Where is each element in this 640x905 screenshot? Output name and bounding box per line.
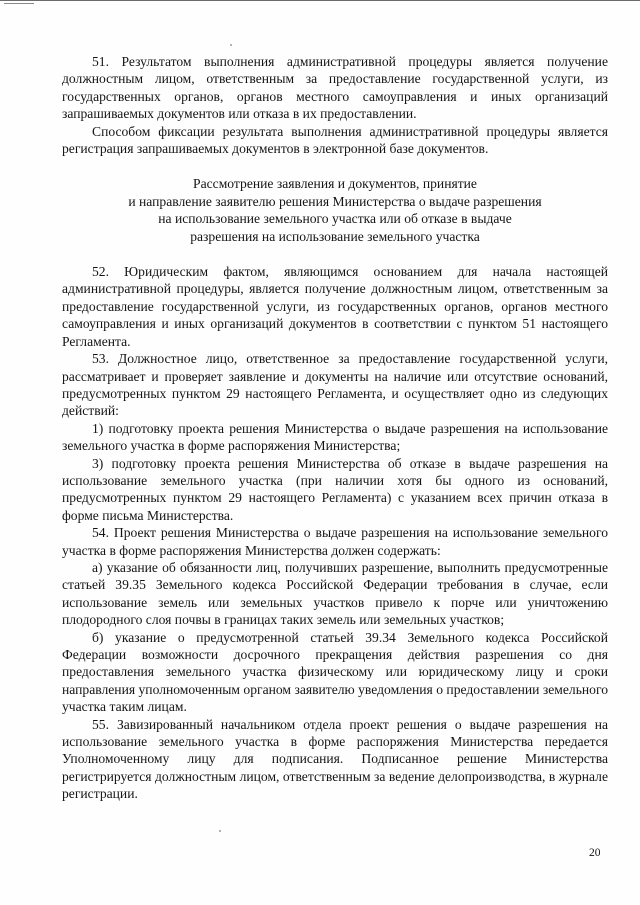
section-heading-line: Рассмотрение заявления и документов, принятие	[193, 176, 477, 192]
paragraph-51: 51. Результатом выполнения административной процедуры является получение должностным лицом, ответственным за предоставление государственной услуги, из государственных органов, органов местного самоуправления и иных организаций запрашиваемых документов или отказа в их предоставлении.	[62, 54, 608, 122]
section-heading	[62, 175, 608, 245]
document-body	[62, 53, 608, 803]
paragraph-54: 54. Проект решения Министерства о выдаче разрешения на использование земельного участка в форме распоряжения Министерства должен содержать:	[62, 525, 608, 558]
scan-speck	[230, 44, 232, 46]
top-edge-line	[0, 0, 640, 1]
paragraph-result-fixation: Способом фиксации результата выполнения административной процедуры является регистрация запрашиваемых документов в электронной базе документов.	[62, 123, 608, 157]
page-number: 20	[589, 847, 601, 859]
list-item-3: 3) подготовку проекта решения Министерства об отказе в выдаче разрешения на использование земельного участка (при наличии хотя бы одного из оснований, предусмотренных пунктом 29 настоящего Регламента) с указанием всех причин отказа в форме письма Министерства.	[62, 455, 608, 523]
top-edge-mark	[4, 3, 34, 4]
scan-speck	[219, 830, 221, 832]
section-heading-line: разрешения на использование земельного участка	[190, 228, 480, 244]
list-item-a: а) указание об обязанности лиц, получивших разрешение, выполнить предусмотренные статьей 39.35 Земельного кодекса Российской Федерации требования в случае, если использование земель или земельных участков привело к порче или уничтожению плодородного слоя почвы в границах таких земель или земельных участков;	[62, 559, 608, 628]
list-item-1: 1) подготовку проекта решения Министерства о выдаче разрешения на использование земельного участка в форме распоряжения Министерства;	[62, 420, 608, 454]
section-heading-line: на использование земельного участка или об отказе в выдаче	[158, 211, 512, 227]
list-item-b: б) указание о предусмотренной статьей 39.34 Земельного кодекса Российской Федерации возможности досрочного прекращения действия разрешения со дня предоставления земельного участка физическому или юридическому лицу и сроки направления уполномоченным органом заявителю уведомления о предоставлении земельного участка таким лицам.	[62, 629, 608, 715]
section-heading-line: и направление заявителю решения Министерства о выдаче разрешения	[128, 193, 542, 209]
paragraph-55: 55. Завизированный начальником отдела проект решения о выдаче разрешения на использование земельного участка в форме распоряжения Министерства передается Уполномоченному лицу для подписания. Подписанное решение Министерства регистрируется должностным лицом, ответственным за ведение делопроизводства, в журнале регистрации.	[62, 716, 608, 802]
paragraph-53: 53. Должностное лицо, ответственное за предоставление государственной услуги, рассматривает и проверяет заявление и документы на наличие или отсутствие оснований, предусмотренных пунктом 29 настоящего Регламента, и осуществляет одно из следующих действий:	[62, 351, 608, 419]
paragraph-52: 52. Юридическим фактом, являющимся основанием для начала настоящей административной процедуры, является получение должностным лицом, ответственным за предоставление государственной услуги, из государственных органов, органов местного самоуправления и иных организаций документов в соответствии с пунктом 51 настоящего Регламента.	[62, 264, 608, 349]
